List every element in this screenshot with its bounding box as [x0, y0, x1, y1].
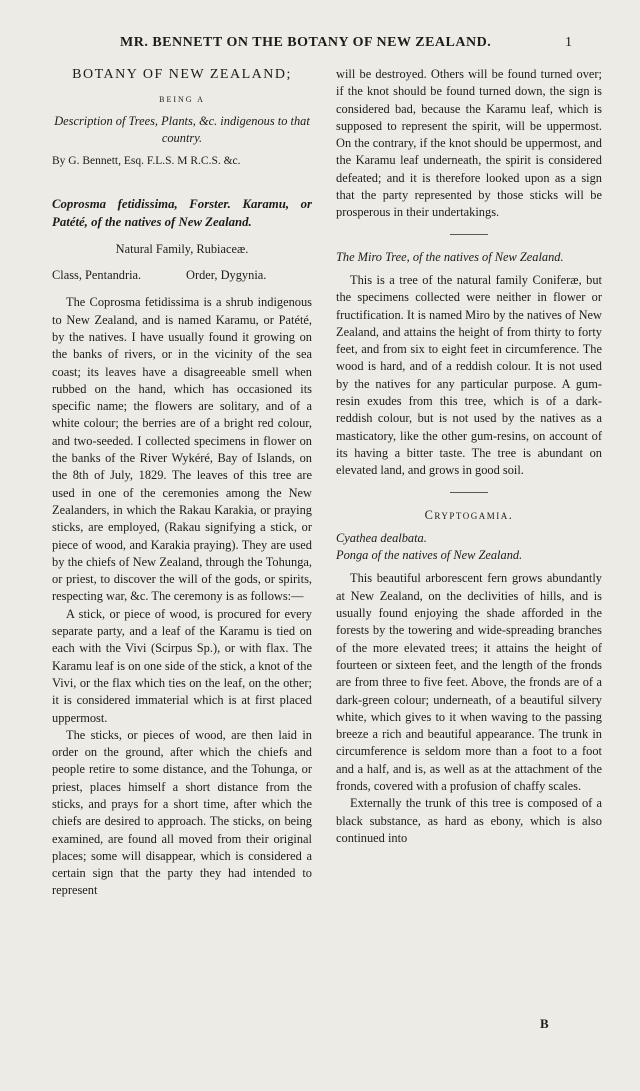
- paragraph: will be destroyed. Others will be found turned over; if the knot should be found turned down, the sign is considered bad, because the Karamu leaf, which is supposed to represent the spirit, will be uppermost. On the contrary, if the knot should be uppermost, and the Karamu leaf underneath, the spirit is considered defeated; and it is therefore looked upon as a sign that the party represented by those sticks will be prosperous in their undertakings.: [336, 67, 602, 220]
- running-title: MR. BENNETT ON THE BOTANY OF NEW ZEALAND.: [120, 35, 492, 50]
- paragraph: This beautiful arborescent fern grows abundantly at New Zealand, on the declivities of hills, and is usually found enjoying the shade afforded in the forests by the towering and wide-spreading branches of the more elevated trees; it attains the height of fourteen or sixteen feet, and the length of the fronds are from three to five feet. Above, the fronds are of a dark-green colour; underneath, of a beautiful silvery white, which gives to it when waving to the passing breeze a rich and beautiful appearance. The trunk in circumference is seldom more than a foot to a foot and a half, and is, as well as at the attachment of the fronds, covered with a profusion of chaffy scales.: [336, 571, 602, 793]
- article-title: BOTANY OF NEW ZEALAND;: [72, 67, 292, 82]
- natural-family: Natural Family, Rubiaceæ.: [115, 242, 249, 257]
- left-column: [52, 66, 312, 900]
- section-divider: [450, 492, 488, 493]
- cyathea-heading: Cyathea dealbata.: [336, 530, 427, 545]
- signature-mark: B: [540, 1016, 549, 1031]
- page-number: 1: [565, 35, 573, 50]
- paragraph: This is a tree of the natural family Coniferæ, but the specimens collected were neither in flower or fructification. It is named Miro by the natives of New Zealand, and attains the height of from thirty to forty feet, and from six to eight feet in circumference. The wood is hard, and of a reddish colour. It is not used by the natives for any particular purpose. A gum-resin exudes from this tree, which is of a dark-reddish colour, but is not used by the natives as a masticatory, like the other gum-resins, on account of its having a bitter taste. The tree is abundant on elevated land, and grows in good soil.: [336, 272, 602, 478]
- cryptogamia-heading: Cryptogamia.: [424, 507, 514, 522]
- order-label: Order, Dygynia.: [186, 268, 267, 283]
- species-heading: Coprosma fetidissima, Forster. Karamu, or Patété, of the natives of New Zealand.: [52, 197, 312, 229]
- miro-heading: The Miro Tree, of the natives of New Zealand.: [336, 249, 564, 264]
- article-description: Description of Trees, Plants, &c. indigenous to that country.: [54, 113, 310, 145]
- paragraph: The sticks, or pieces of wood, are then laid in order on the ground, after which the chiefs and people retire to some distance, and the Tohunga, or priest, places himself a short distance from the sticks, and prays for a short time, after which the chiefs are desired to approach. The sticks, on being examined, are found all moved from their original places; some will disappear, which is considered a certain sign that the party they had intended to represent: [52, 727, 312, 898]
- class-label: Class, Pentandria.: [52, 268, 142, 283]
- paragraph: Externally the trunk of this tree is composed of a black substance, as hard as ebony, which is also continued into: [336, 796, 602, 845]
- right-column: [336, 66, 602, 847]
- ponga-heading: Ponga of the natives of New Zealand.: [336, 548, 523, 563]
- paragraph: A stick, or piece of wood, is procured for every separate party, and a leaf of the Karamu is tied on each with the Vivi (Scirpus Sp.), or with flax. The Karamu leaf is on one side of the stick, a knot of the Vivi, or the flax which ties on the leaf, on the other; it is considered immaterial which is at first placed uppermost.: [52, 606, 312, 725]
- class-order-line: [52, 267, 312, 284]
- section-divider: [450, 234, 488, 235]
- article-being: BEING A: [159, 95, 205, 105]
- article-byline: By G. Bennett, Esq. F.L.S. M R.C.S. &c.: [52, 155, 241, 168]
- paragraph: The Coprosma fetidissima is a shrub indigenous to New Zealand, and is named Karamu, or Patété, by the natives. I have usually found it growing on the banks of rivers, or in the vicinity of the sea coast; its leaves have a disagreeable smell when rubbed on the hand, which has occasioned its specific name; the flowers are solitary, and of a white colour; the berries are of a bright red colour, and two-seeded. I collected specimens in flower on the banks of the River Wykéré, Bay of Islands, on the 8th of July, 1829. The leaves of this tree are used in one of the ceremonies among the New Zealanders, in which the Rakau Karakia, or praying sticks, are employed, (Rakau signifying a stick, or piece of wood, and Karakia praying). They are used by the chiefs of New Zealand, through the Tohunga, or priest, to discover the will of the gods, or spirits, respecting war, &c. The ceremony is as follows:—: [52, 295, 312, 604]
